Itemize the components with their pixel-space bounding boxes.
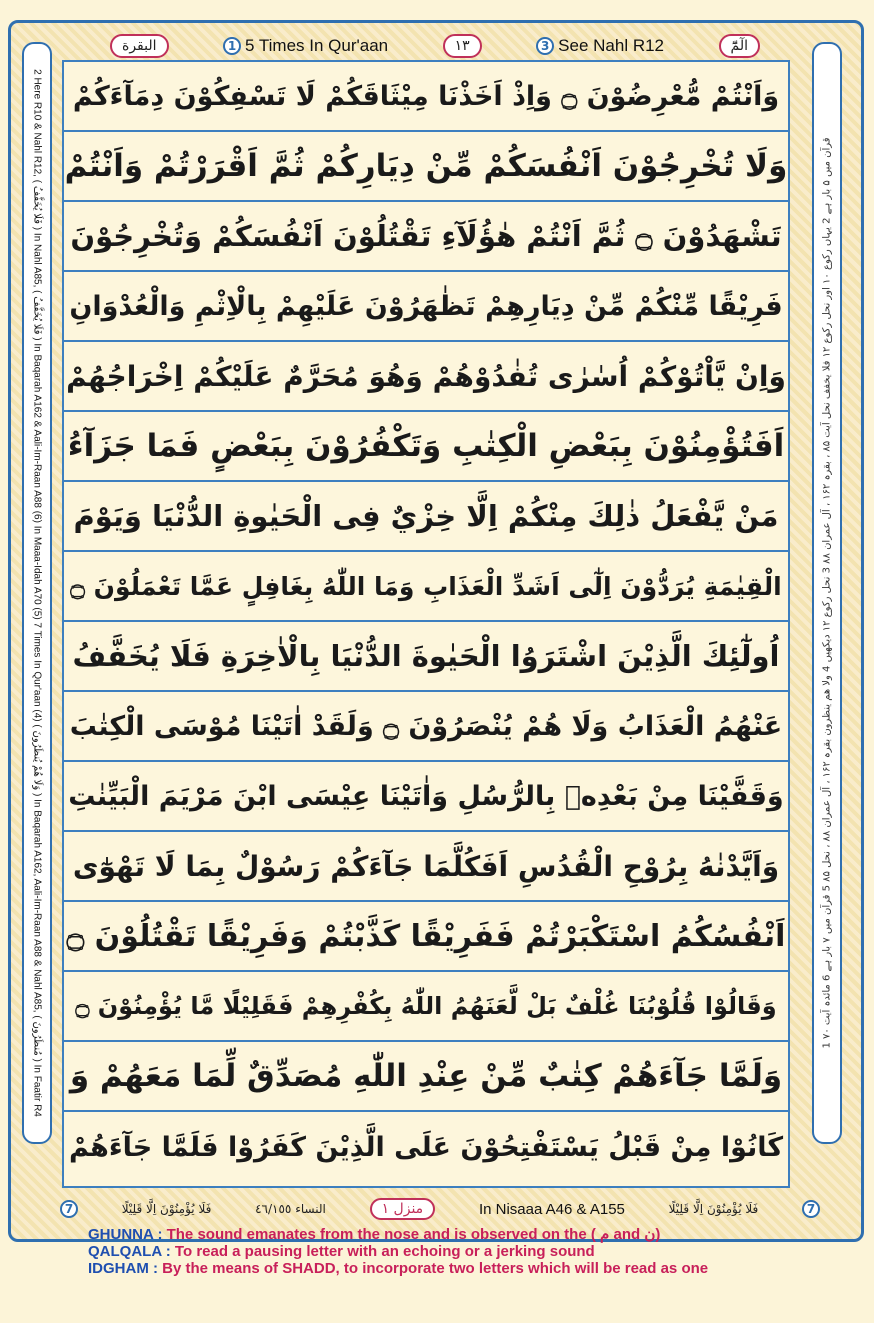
verse-text: كَانُوْا مِنْ قَبْلُ يَسْتَفْتِحُوْنَ عَلَى الَّذِيْنَ كَفَرُوْا فَلَمَّا جَآءَهُمْ — [68, 1131, 784, 1163]
verse-line — [64, 482, 788, 552]
page-number: ١٣ — [443, 34, 482, 58]
verse-line — [64, 622, 788, 692]
legend-idgham: IDGHAM : By the means of SHADD, to incorporate two letters which will be read as one — [88, 1260, 709, 1277]
verse-line — [64, 1042, 788, 1112]
verse-line — [64, 972, 788, 1042]
legend-qalqala: QALQALA : To read a pausing letter with an echoing or a jerking sound — [88, 1243, 595, 1260]
page-footer — [60, 1196, 820, 1222]
tajweed-legend — [88, 1226, 788, 1277]
verse-line — [64, 132, 788, 202]
verse-text: وَاَنْتُمْ مُّعْرِضُوْنَ ۝ وَاِذْ اَخَذْنَا مِيْثَاقَكُمْ لَا تَسْفِكُوْنَ دِمَآءَكُمْ — [72, 80, 780, 112]
footer-note-number-right: 7 — [802, 1200, 820, 1218]
verse-text: وَقَفَّيْنَا مِنْ بَعْدِهٖ بِالرُّسُلِ وَاٰتَيْنَا عِيْسَى ابْنَ مَرْيَمَ الْبَيِّنٰتِ — [68, 780, 784, 812]
footer-note-number: 7 — [60, 1200, 78, 1218]
right-notes-text: 1 قرآن میں ۵ بار ہے 2 یہاں رکوع ۱۰ اور نحل رکوع ۱۲ فلا یخفف نحل آیت ۸۵ ، بقرہ ۱۶۲ ، آل عمران ۸۸ 3 نحل رکوع ۱۲ دیکھیں 4 ولا ھم ینظرون بقرہ ۱۶۲ ، آل عمران ۸۸ ، نحل ۸۵ 5 قرآن میں ۷ بار ہے 6 مائدہ آیت ۷۰ — [821, 137, 833, 1049]
verse-text: تَشْهَدُوْنَ ۝ ثُمَّ اَنْتُمْ هٰؤُلَآءِ تَقْتُلُوْنَ اَنْفُسَكُمْ وَتُخْرِجُوْنَ — [70, 219, 782, 253]
verse-line — [64, 832, 788, 902]
verse-line — [64, 342, 788, 412]
note-number-badge: 3 — [536, 37, 554, 55]
note-text: 5 Times In Qur'aan — [245, 36, 389, 55]
verse-text: وَلَمَّا جَآءَهُمْ كِتٰبٌ مِّنْ عِنْدِ اللّٰهِ مُصَدِّقٌ لِّمَا مَعَهُمْ وَ — [69, 1058, 783, 1094]
surah-label: الٓمّٓ — [719, 34, 760, 58]
footer-arabic-left: فَلَا يُؤْمِنُوْنَ اِلَّا قَلِيْلًا — [121, 1202, 212, 1216]
verse-line — [64, 692, 788, 762]
header-note-left — [223, 36, 388, 56]
verse-text: فَرِيْقًا مِّنْكُمْ مِّنْ دِيَارِهِمْ تَظٰهَرُوْنَ عَلَيْهِمْ بِالْاِثْمِ وَالْعُدْوَانِ — [69, 290, 783, 322]
verse-line — [64, 762, 788, 832]
legend-ghunna: GHUNNA : The sound emanates from the nose and is observed on the ( م and ن) — [88, 1226, 661, 1243]
verse-text: عَنْهُمُ الْعَذَابُ وَلَا هُمْ يُنْصَرُوْنَ ۝ وَلَقَدْ اٰتَيْنَا مُوْسَى الْكِتٰبَ — [69, 710, 783, 742]
header-note-right — [536, 36, 664, 56]
verse-text: اُولٰٓئِكَ الَّذِيْنَ اشْتَرَوُا الْحَيٰوةَ الدُّنْيَا بِالْاٰخِرَةِ فَلَا يُخَفَّفُ — [72, 639, 780, 673]
verse-text: مَنْ يَّفْعَلُ ذٰلِكَ مِنْكُمْ اِلَّا خِزْيٌ فِى الْحَيٰوةِ الدُّنْيَا وَيَوْمَ — [73, 499, 779, 533]
verse-text: وَلَا تُخْرِجُوْنَ اَنْفُسَكُمْ مِّنْ دِيَارِكُمْ ثُمَّ اَقْرَرْتُمْ وَاَنْتُمْ — [64, 148, 788, 184]
verse-line — [64, 202, 788, 272]
left-notes-column — [22, 42, 52, 1144]
verse-line — [64, 272, 788, 342]
left-notes-text: 2 Here R10 & Nahl R12, ( فَلَا يُخَفَّفُ ) In Nahl A85, ( فَلَا يُخَفَّفُ ) In Baqarah A162 & Aali-Im-Raan A88 (6) In Maaa-Idah A70 (5) 7 Times In Qur'aan (4) ( وَلَا هُمْ يُنظَرُونَ ) In Baqarah A162, Aali-Im-Raan A88 & Nahl A85, ( مُنظَرُونَ ) In Faatir R4 — [31, 69, 43, 1117]
note-number-badge: 1 — [223, 37, 241, 55]
juz-label: البقرة — [110, 34, 169, 58]
verse-text: الْقِيٰمَةِ يُرَدُّوْنَ اِلٰٓى اَشَدِّ الْعَذَابِ وَمَا اللّٰهُ بِغَافِلٍ عَمَّا تَعْمَلُوْنَ ۝ — [70, 571, 782, 601]
footer-ref: النساء ٤٦/١٥٥ — [255, 1202, 326, 1216]
page-header — [110, 32, 760, 60]
verse-line — [64, 412, 788, 482]
verse-line — [64, 552, 788, 622]
note-text: See Nahl R12 — [558, 36, 665, 55]
right-notes-column — [812, 42, 842, 1144]
verse-text: اَنْفُسُكُمُ اسْتَكْبَرْتُمْ فَفَرِيْقًا كَذَّبْتُمْ وَفَرِيْقًا تَقْتُلُوْنَ ۝ — [66, 918, 786, 954]
verse-text: وَقَالُوْا قُلُوْبُنَا غُلْفٌ بَلْ لَّعَنَهُمُ اللّٰهُ بِكُفْرِهِمْ فَقَلِيْلًا مَّا يُؤْمِنُوْنَ ۝ — [75, 992, 777, 1020]
verse-text: وَاَيَّدْنٰهُ بِرُوْحِ الْقُدُسِ اَفَكُلَّمَا جَآءَكُمْ رَسُوْلٌ بِمَا لَا تَهْوٰٓى — [72, 849, 780, 883]
verse-line — [64, 902, 788, 972]
manzil-badge: منزل ١ — [370, 1198, 436, 1220]
verse-line — [64, 1112, 788, 1182]
verse-text: اَفَتُؤْمِنُوْنَ بِبَعْضِ الْكِتٰبِ وَتَكْفُرُوْنَ بِبَعْضٍ فَمَا جَزَآءُ — [67, 428, 785, 464]
verse-line — [64, 62, 788, 132]
verse-text: وَاِنْ يَّاْتُوْكُمْ اُسٰرٰى تُفٰدُوْهُمْ وَهُوَ مُحَرَّمٌ عَلَيْكُمْ اِخْرَاجُهُمْ — [66, 359, 786, 393]
footer-arabic-right: فَلَا يُؤْمِنُوْنَ اِلَّا قَلِيْلًا — [668, 1202, 759, 1216]
footer-note-text: In Nisaaa A46 & A155 — [478, 1200, 625, 1218]
verse-lines — [64, 62, 788, 1182]
